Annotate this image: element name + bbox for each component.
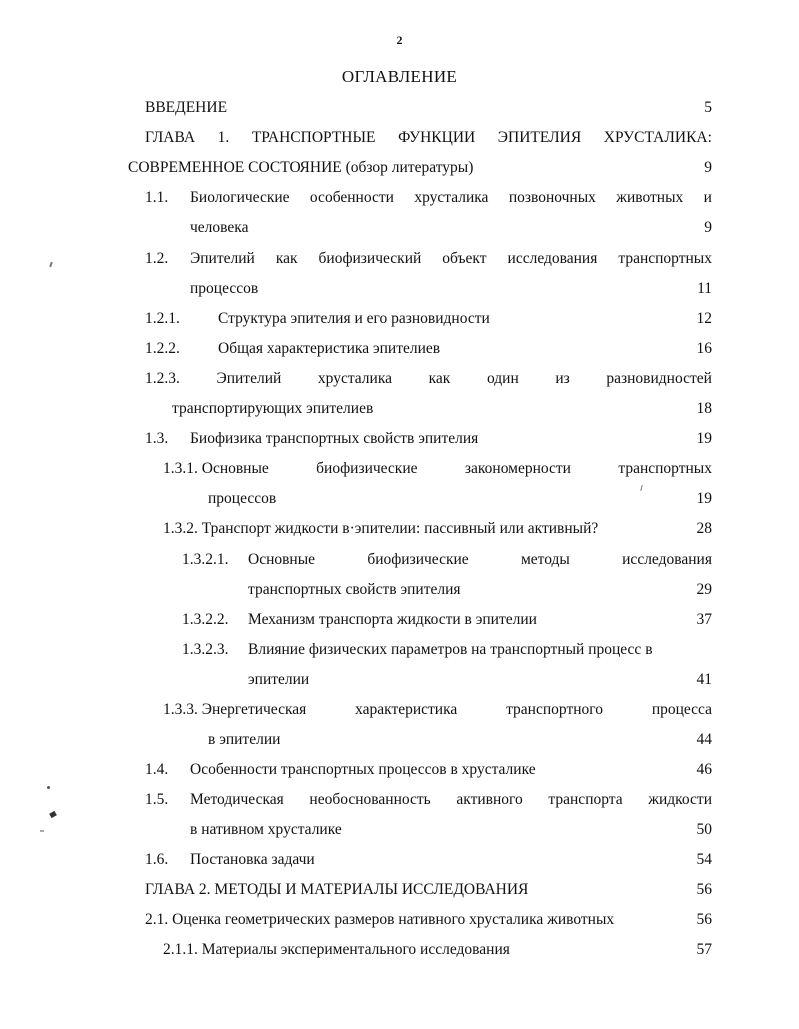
entry-line1 (163, 700, 712, 720)
entry-number: 1.2.1. (145, 310, 180, 327)
entry-line1 (145, 128, 712, 148)
entry-page: 9 (704, 219, 712, 236)
word: ГЛАВА (145, 129, 196, 146)
page-number: 2 (396, 33, 403, 47)
entry-text: Механизм транспорта жидкости в эпителии (248, 611, 537, 628)
entry-line2: процессов (208, 490, 277, 507)
word: один (486, 370, 519, 387)
entry-line2: в эпителии (208, 731, 281, 748)
entry-text: 2.1. Оценка геометрических размеров нативного хрусталика животных (145, 911, 615, 928)
word: активного (456, 791, 523, 808)
entry-page: 46 (696, 761, 712, 778)
entry-number: 1.4. (145, 761, 169, 778)
entry-page: 44 (696, 731, 712, 748)
entry-page: 56 (696, 911, 712, 928)
word: биофизические (367, 551, 469, 568)
word: процесса (651, 701, 712, 718)
entry-number: 1.3. (145, 430, 169, 447)
word: 1. (217, 129, 230, 146)
entry-line1 (248, 550, 712, 570)
entry-page: 29 (696, 581, 712, 598)
word: как (428, 370, 451, 387)
scan-speck (47, 786, 50, 789)
entry-line1 (163, 459, 712, 479)
entry-page: 9 (704, 159, 712, 176)
word: Основные (248, 551, 316, 568)
word: транспортного (506, 701, 603, 718)
entry-page: 50 (696, 821, 712, 838)
entry-number: 1.6. (145, 851, 169, 868)
scan-speck (40, 830, 44, 832)
word: жидкости (648, 791, 712, 808)
entry-line2: транспортирующих эпителиев (172, 400, 374, 417)
entry-line2: в нативном хрусталике (190, 821, 342, 838)
word: транспортных (618, 460, 712, 477)
entry-page: 19 (696, 430, 712, 447)
word: ФУНКЦИИ (398, 129, 476, 146)
word: необоснованность (309, 791, 431, 808)
entry-line2: эпителии (248, 671, 310, 688)
entry-page: 18 (696, 400, 712, 417)
entry-line1 (145, 369, 712, 389)
entry-number: 1.3.2.1. (182, 551, 229, 568)
entry-number: 1.1. (145, 189, 169, 206)
entry-number: 1.2. (145, 250, 169, 267)
entry-page: 5 (704, 99, 712, 116)
toc-title: ОГЛАВЛЕНИЕ (341, 67, 458, 86)
entry-number: 1.2.2. (145, 340, 180, 357)
word: Эпителий (190, 250, 255, 267)
word: ХРУСТАЛИКА: (603, 129, 712, 146)
entry-page: 11 (697, 280, 712, 297)
entry-line1 (190, 790, 712, 810)
word: 1.3.1. Основные (163, 460, 269, 477)
word: Биологические (190, 189, 290, 206)
word: животных (616, 189, 684, 206)
entry-page: 16 (696, 340, 712, 357)
word: ЭПИТЕЛИЯ (497, 129, 582, 146)
entry-line2: СОВРЕМЕННОЕ СОСТОЯНИЕ (обзор литературы) (128, 159, 474, 176)
entry-line2: процессов (190, 280, 259, 297)
entry-page: 12 (696, 310, 712, 327)
entry-page: 19 (696, 490, 712, 507)
scan-speck (49, 811, 57, 818)
entry-text: Общая характеристика эпителиев (218, 340, 441, 357)
entry-text: Постановка задачи (190, 851, 315, 868)
word: как (275, 250, 298, 267)
word: характеристика (355, 701, 458, 718)
word: объект (442, 250, 487, 267)
entry-text: Особенности транспортных процессов в хрусталике (190, 761, 536, 778)
entry-page: 54 (696, 851, 712, 868)
word: 1.3.3. Энергетическая (163, 701, 307, 718)
word: и (703, 189, 712, 206)
word: методы (520, 551, 570, 568)
word: позвоночных (508, 189, 596, 206)
word: ТРАНСПОРТНЫЕ (251, 129, 376, 146)
entry-page: 57 (696, 941, 712, 958)
entry-text: Структура эпителия и его разновидности (218, 310, 490, 327)
word: транспорта (548, 791, 623, 808)
entry-text: Биофизика транспортных свойств эпителия (190, 430, 479, 447)
entry-line1: Влияние физических параметров на транспортный процесс в (248, 641, 653, 658)
entry-page: 56 (696, 881, 712, 898)
word: Методическая (190, 791, 284, 808)
entry-number: 1.5. (145, 791, 169, 808)
entry-line1 (190, 249, 712, 269)
entry-page: 41 (696, 671, 712, 688)
entry-line2: транспортных свойств эпителия (248, 581, 461, 598)
word: особенности (309, 189, 394, 206)
word: Эпителий (216, 370, 282, 387)
word: хрусталика (317, 370, 393, 387)
word: хрусталика (414, 189, 489, 206)
scan-speck (49, 262, 53, 267)
word: биофизический (318, 250, 422, 267)
word: разновидностей (606, 370, 712, 387)
entry-page: 28 (696, 520, 712, 537)
entry-line2: человека (190, 219, 249, 236)
entry-page: 37 (696, 611, 712, 628)
word: биофизические (316, 460, 418, 477)
entry-text: ГЛАВА 2. МЕТОДЫ И МАТЕРИАЛЫ ИССЛЕДОВАНИЯ (145, 881, 529, 898)
entry-number: 1.3.2.2. (182, 611, 229, 628)
word: транспортных (618, 250, 712, 267)
word: исследования (622, 551, 712, 568)
word: из (555, 370, 570, 387)
entry-text: 1.3.2. Транспорт жидкости в·эпителии: пассивный или активный? (163, 520, 599, 537)
word: 1.2.3. (145, 370, 180, 387)
entry-line1 (190, 188, 712, 208)
word: исследования (507, 250, 598, 267)
entry-text: 2.1.1. Материалы экспериментального исследования (163, 941, 510, 958)
word: закономерности (464, 460, 571, 477)
entry-text: ВВЕДЕНИЕ (145, 99, 228, 116)
entry-number: 1.3.2.3. (182, 641, 229, 658)
